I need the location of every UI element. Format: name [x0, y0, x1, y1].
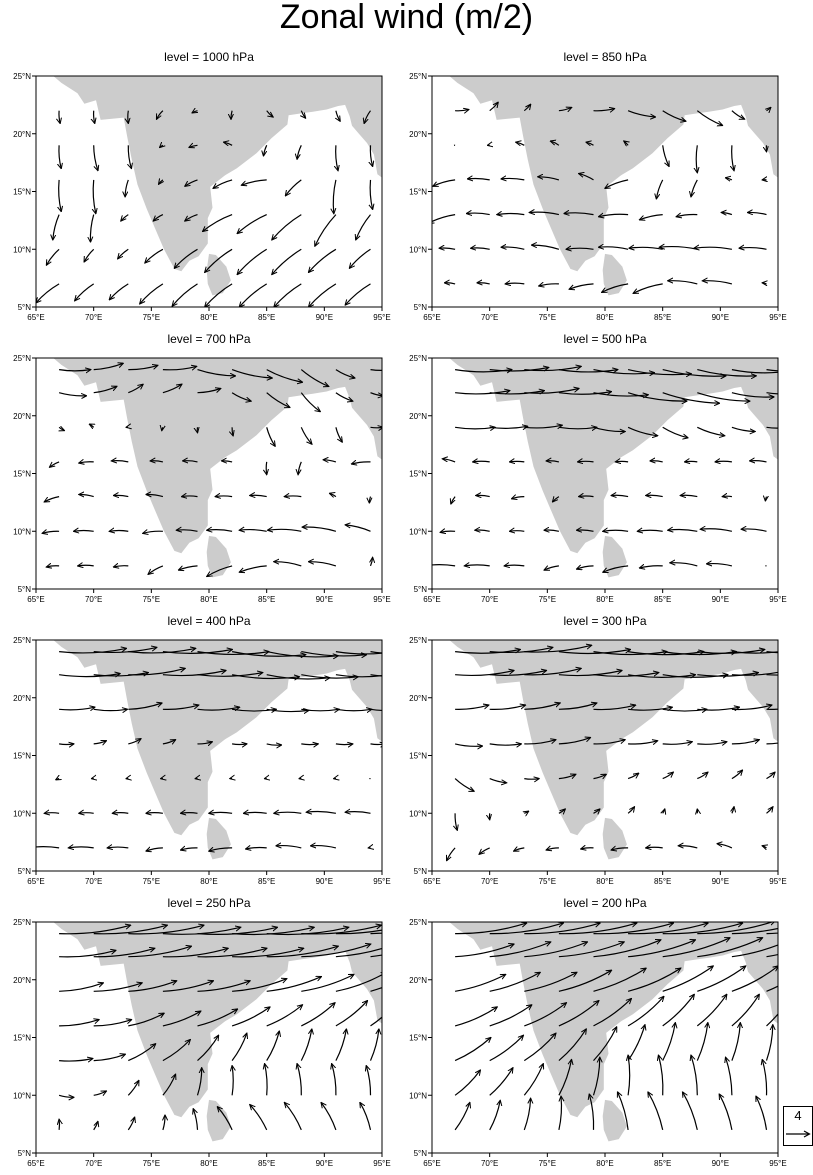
x-tick-label: 95°E [373, 1159, 391, 1168]
x-tick-label: 75°E [538, 877, 557, 886]
panel-400 [13, 614, 423, 886]
x-tick-label: 75°E [538, 595, 557, 604]
x-tick-label: 80°E [596, 595, 614, 604]
y-tick-label: 10°N [409, 809, 427, 819]
wind-vector [215, 496, 232, 497]
wind-vector [301, 744, 318, 745]
map-area [36, 358, 392, 589]
panel-300 [409, 614, 813, 886]
x-tick-label: 90°E [315, 1159, 334, 1168]
y-tick-label: 10°N [13, 527, 31, 537]
panel-title: level = 200 hPa [563, 896, 647, 910]
wind-vector [371, 427, 384, 428]
x-tick-label: 95°E [769, 1159, 787, 1168]
x-tick-label: 65°E [27, 313, 45, 322]
x-tick-label: 65°E [423, 1159, 441, 1168]
y-tick-label: 20°N [409, 411, 427, 421]
map-area [28, 640, 423, 871]
panel-1000 [13, 50, 391, 322]
y-tick-label: 10°N [409, 245, 427, 255]
y-tick-label: 5°N [17, 1149, 31, 1158]
wind-vector [510, 531, 525, 532]
x-tick-label: 85°E [653, 595, 672, 604]
panel-850 [409, 50, 787, 322]
x-tick-label: 80°E [596, 313, 614, 322]
wind-vector [371, 709, 403, 710]
panel-title: level = 400 hPa [167, 614, 251, 628]
x-tick-label: 75°E [142, 877, 161, 886]
x-tick-label: 85°E [257, 877, 276, 886]
wind-vector [524, 779, 539, 780]
x-tick-label: 90°E [711, 877, 730, 886]
wind-vector [79, 813, 94, 814]
y-tick-label: 5°N [413, 867, 427, 876]
x-tick-label: 90°E [315, 313, 334, 322]
panel-700 [13, 332, 391, 604]
x-tick-label: 95°E [373, 595, 391, 604]
x-tick-label: 80°E [596, 877, 614, 886]
x-tick-label: 65°E [423, 877, 441, 886]
wind-vector [182, 496, 198, 497]
y-tick-label: 15°N [13, 187, 31, 197]
reference-vector-arrow [784, 1124, 812, 1144]
wind-vector [616, 461, 629, 462]
wind-vector [473, 461, 490, 462]
reference-vector-label: 4 [794, 1108, 802, 1123]
wind-vector [266, 462, 267, 475]
x-tick-label: 75°E [142, 595, 161, 604]
x-tick-label: 85°E [653, 877, 672, 886]
wind-vector [113, 813, 129, 814]
x-tick-label: 65°E [27, 595, 45, 604]
x-tick-label: 80°E [200, 313, 218, 322]
reference-vector-legend [783, 1106, 813, 1146]
x-tick-label: 75°E [142, 1159, 161, 1168]
wind-vector [715, 461, 732, 462]
wind-vector [59, 744, 74, 745]
y-tick-label: 10°N [409, 527, 427, 537]
x-tick-label: 70°E [480, 1159, 499, 1168]
wind-vector [285, 496, 302, 497]
x-tick-label: 70°E [84, 1159, 103, 1168]
y-tick-label: 15°N [13, 469, 31, 479]
map-area [424, 358, 807, 589]
wind-vector [510, 461, 525, 462]
y-tick-label: 25°N [409, 72, 427, 81]
x-tick-label: 80°E [200, 595, 218, 604]
map-area [432, 921, 813, 1153]
x-tick-label: 85°E [653, 313, 672, 322]
y-tick-label: 20°N [13, 129, 31, 139]
wind-vector [578, 461, 594, 462]
y-tick-label: 15°N [13, 1033, 31, 1043]
page-title: Zonal wind (m/2) [279, 0, 534, 36]
x-tick-label: 90°E [711, 313, 730, 322]
y-tick-label: 5°N [413, 1149, 427, 1158]
y-tick-label: 15°N [409, 751, 427, 761]
x-tick-label: 70°E [84, 877, 103, 886]
x-tick-label: 65°E [27, 1159, 45, 1168]
wind-vector [181, 813, 198, 814]
panel-200 [409, 896, 813, 1168]
y-tick-label: 25°N [409, 918, 427, 927]
y-tick-label: 5°N [17, 585, 31, 594]
y-tick-label: 25°N [13, 72, 31, 81]
wind-vector [146, 813, 163, 814]
x-tick-label: 90°E [711, 1159, 730, 1168]
panels-container [13, 50, 813, 1168]
panel-title: level = 700 hPa [167, 332, 251, 346]
wind-vector [579, 496, 594, 497]
panel-title: level = 850 hPa [563, 50, 647, 64]
y-tick-label: 25°N [409, 636, 427, 645]
y-tick-label: 25°N [13, 636, 31, 645]
panel-title: level = 300 hPa [563, 614, 647, 628]
y-tick-label: 10°N [409, 1091, 427, 1101]
y-tick-label: 20°N [13, 693, 31, 703]
x-tick-label: 90°E [315, 877, 334, 886]
y-tick-label: 25°N [409, 354, 427, 363]
map-area [36, 76, 382, 307]
x-tick-label: 95°E [769, 877, 787, 886]
y-tick-label: 15°N [13, 751, 31, 761]
y-tick-label: 15°N [409, 187, 427, 197]
x-tick-label: 70°E [480, 595, 499, 604]
x-tick-label: 70°E [480, 877, 499, 886]
x-tick-label: 75°E [538, 313, 557, 322]
x-tick-label: 85°E [257, 1159, 276, 1168]
x-tick-label: 65°E [423, 595, 441, 604]
x-tick-label: 75°E [538, 1159, 557, 1168]
y-tick-label: 25°N [13, 918, 31, 927]
x-tick-label: 95°E [769, 595, 787, 604]
x-tick-label: 70°E [480, 313, 499, 322]
y-tick-label: 10°N [13, 1091, 31, 1101]
map-area [432, 640, 813, 871]
wind-vector [371, 744, 386, 745]
y-tick-label: 20°N [409, 693, 427, 703]
panel-title: level = 1000 hPa [164, 50, 254, 64]
y-tick-label: 5°N [413, 303, 427, 312]
y-tick-label: 15°N [409, 469, 427, 479]
wind-vector [128, 111, 129, 124]
x-tick-label: 90°E [711, 595, 730, 604]
y-tick-label: 5°N [413, 585, 427, 594]
panel-title: level = 250 hPa [167, 896, 251, 910]
x-tick-label: 90°E [315, 595, 334, 604]
panel-title: level = 500 hPa [563, 332, 647, 346]
x-tick-label: 70°E [84, 313, 103, 322]
wind-vector [767, 393, 799, 394]
wind-vector [646, 847, 663, 848]
x-tick-label: 80°E [200, 877, 218, 886]
x-tick-label: 80°E [200, 1159, 218, 1168]
y-tick-label: 20°N [13, 411, 31, 421]
y-tick-label: 10°N [13, 809, 31, 819]
y-tick-label: 20°N [409, 975, 427, 985]
map-area [429, 76, 778, 307]
wind-vector [78, 565, 94, 566]
x-tick-label: 95°E [769, 313, 787, 322]
y-tick-label: 5°N [17, 303, 31, 312]
y-tick-label: 15°N [409, 1033, 427, 1043]
x-tick-label: 80°E [596, 1159, 614, 1168]
x-tick-label: 95°E [373, 313, 391, 322]
y-tick-label: 20°N [409, 129, 427, 139]
y-tick-label: 25°N [13, 354, 31, 363]
wind-vector [232, 744, 247, 745]
x-tick-label: 70°E [84, 595, 103, 604]
wind-vector [767, 370, 807, 372]
wind-vector [685, 461, 698, 462]
y-tick-label: 10°N [13, 245, 31, 255]
wind-vector [336, 744, 353, 745]
panel-500 [409, 332, 806, 604]
x-tick-label: 65°E [27, 877, 45, 886]
y-tick-label: 20°N [13, 975, 31, 985]
x-tick-label: 75°E [142, 313, 161, 322]
x-tick-label: 85°E [257, 313, 276, 322]
wind-vector [44, 813, 59, 814]
panel-250 [13, 896, 442, 1168]
x-tick-label: 85°E [653, 1159, 672, 1168]
map-area [36, 921, 442, 1153]
x-tick-label: 95°E [373, 877, 391, 886]
y-tick-label: 5°N [17, 867, 31, 876]
x-tick-label: 85°E [257, 595, 276, 604]
x-tick-label: 65°E [423, 313, 441, 322]
